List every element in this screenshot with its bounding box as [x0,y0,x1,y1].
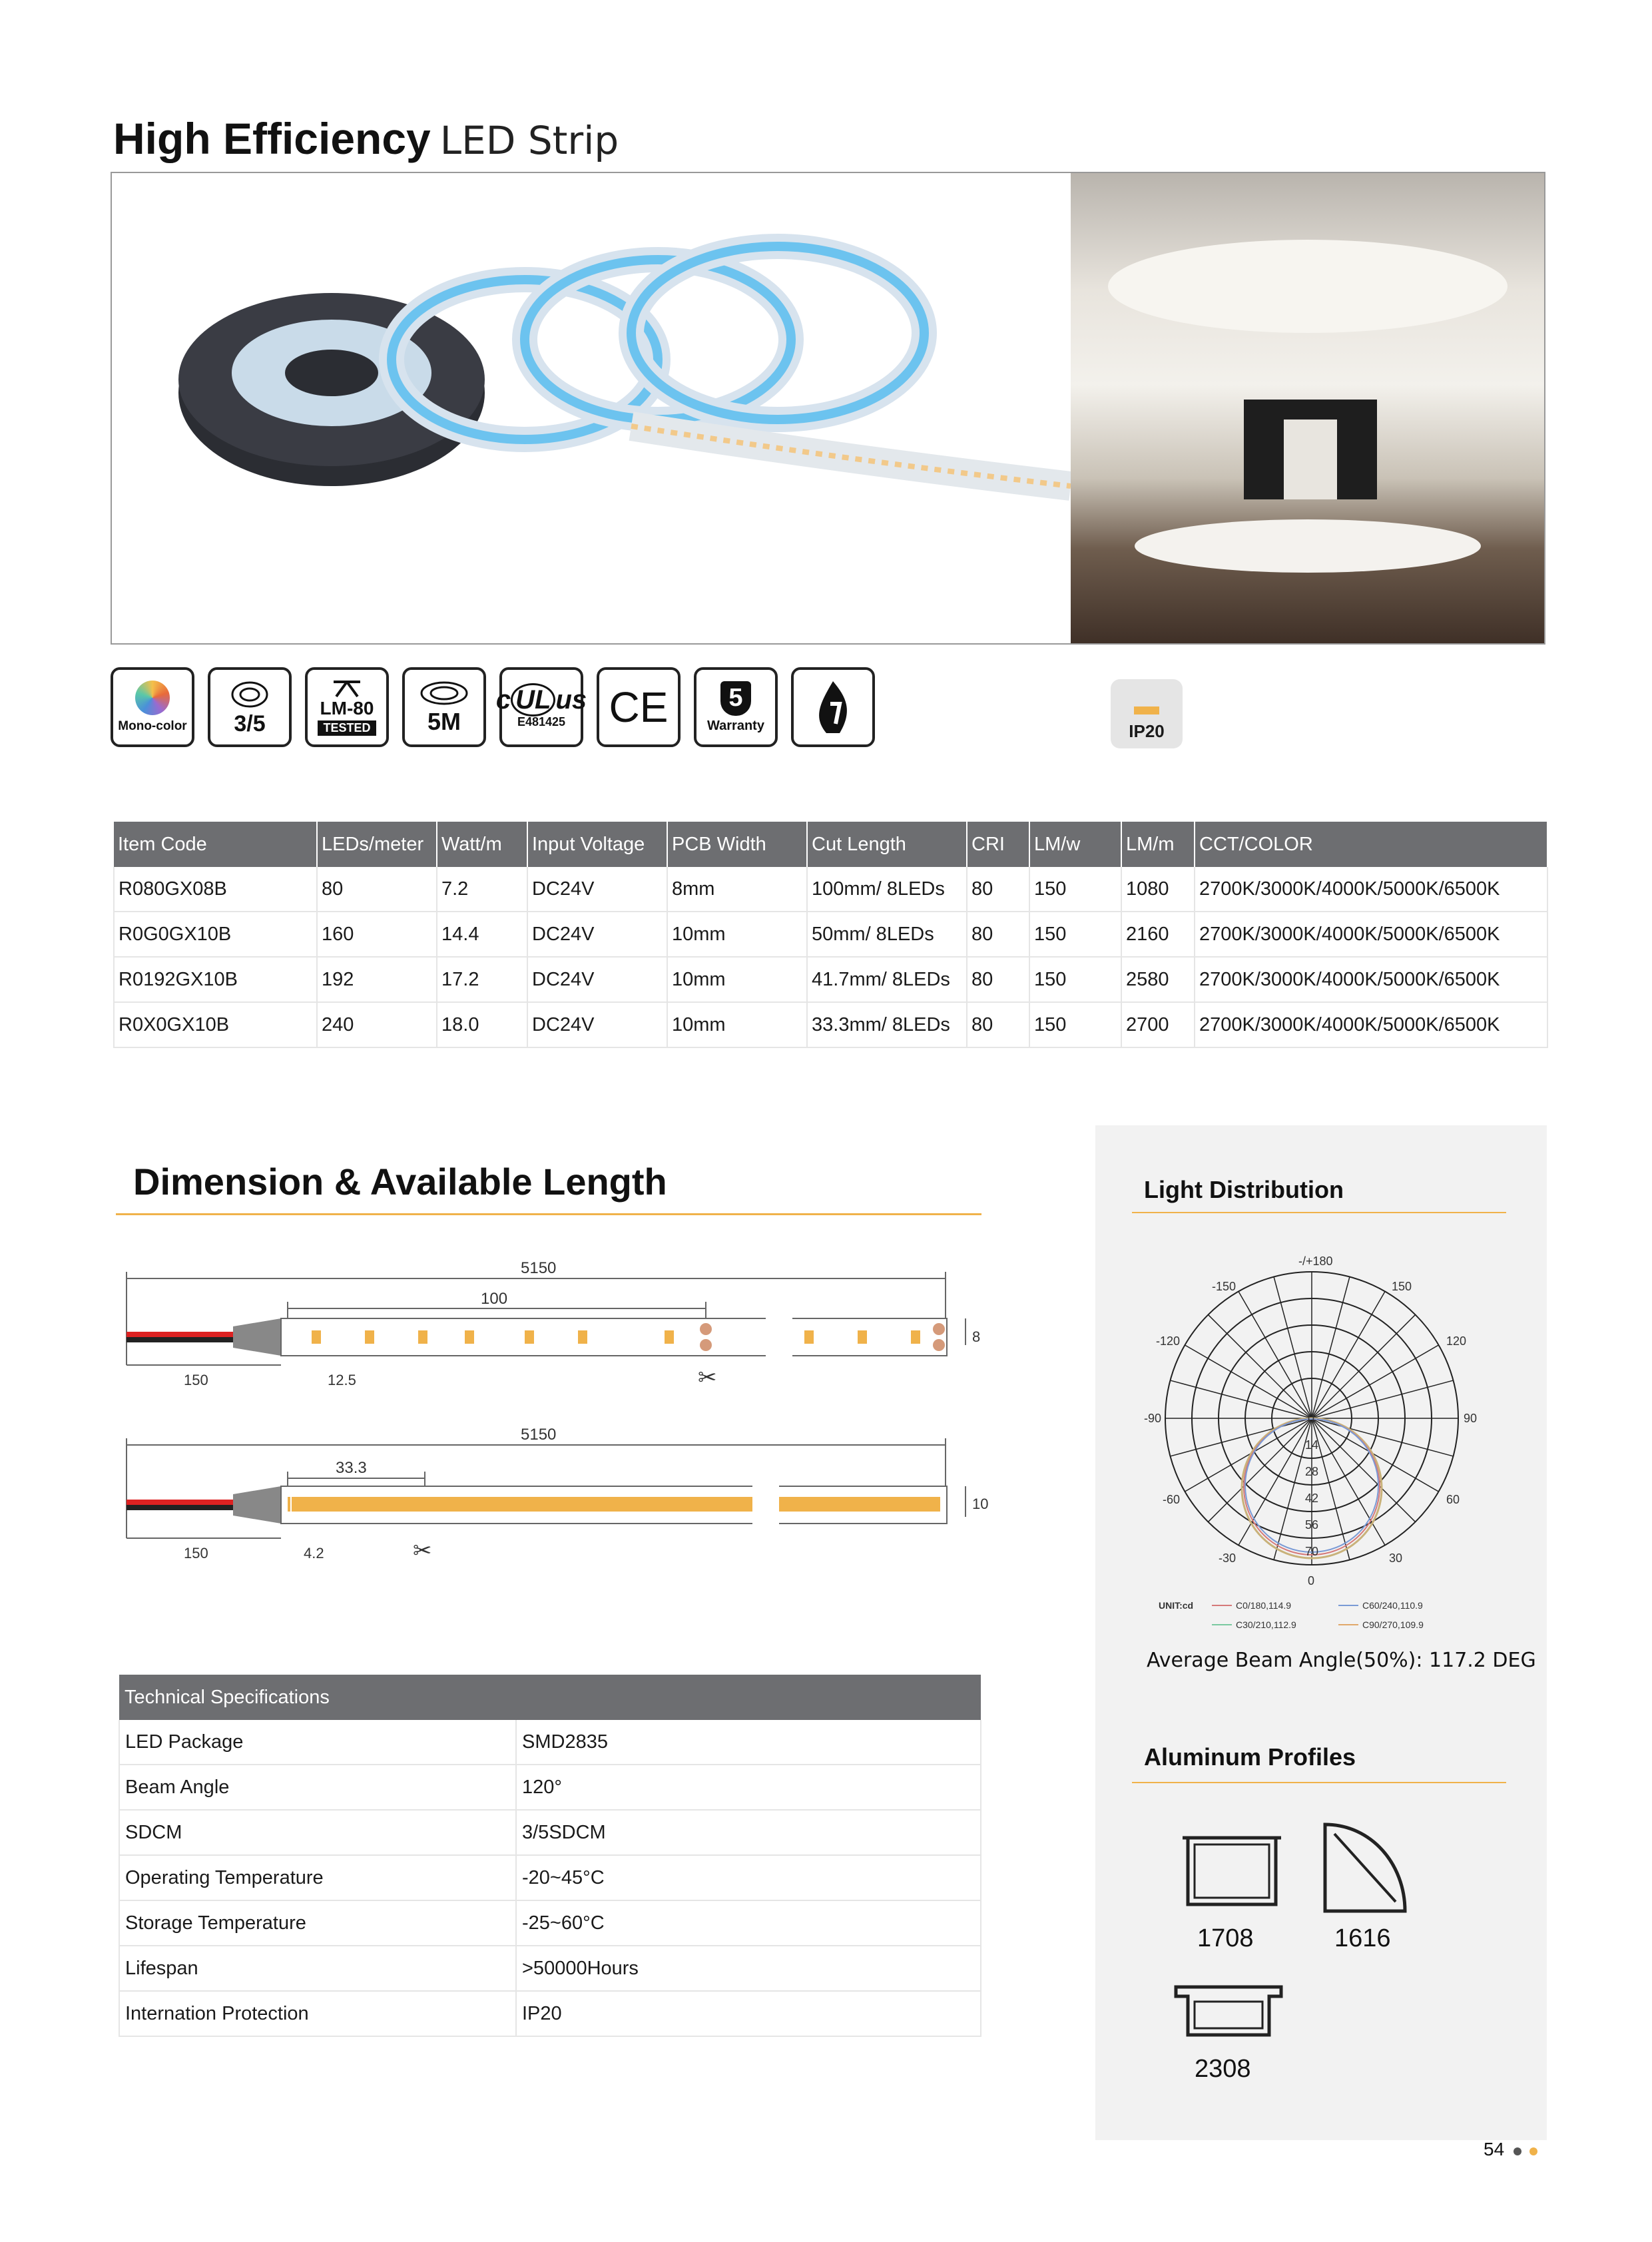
cell: DC24V [527,1002,667,1047]
cell: 17.2 [437,957,527,1002]
angle-label: -90 [1144,1412,1162,1425]
cell: 50mm/ 8LEDs [807,912,967,957]
dot-icon [1514,2147,1521,2155]
angle-label: -120 [1156,1334,1181,1348]
profile-label: 1616 [1334,1924,1391,1952]
cell: 100mm/ 8LEDs [807,867,967,912]
spec-value: -25~60°C [516,1900,981,1946]
cell: 41.7mm/ 8LEDs [807,957,967,1002]
ce-icon: CE [597,667,681,747]
cell: DC24V [527,957,667,1002]
col-header: LM/w [1029,822,1121,867]
spec-value: -20~45°C [516,1855,981,1900]
cell: 150 [1029,912,1121,957]
color-wheel-icon [135,681,170,715]
dim-lead-1: 150 [184,1372,208,1388]
col-header: LEDs/meter [317,822,437,867]
flame-rating-icon [791,667,875,747]
cell: DC24V [527,867,667,912]
col-header: Cut Length [807,822,967,867]
spec-label: Operating Temperature [119,1855,516,1900]
scissors-icon: ✂ [698,1365,717,1390]
cell: R0G0GX10B [114,912,317,957]
table-row [119,1720,981,1765]
cell: 160 [317,912,437,957]
cell: 2160 [1121,912,1195,957]
beam-angle-text: Average Beam Angle(50%): 117.2 DEG [1147,1649,1536,1672]
spec-label: LED Package [119,1720,516,1765]
cell: R0X0GX10B [114,1002,317,1047]
profile-1616-icon [1318,1818,1412,1918]
angle-label: 60 [1446,1493,1460,1506]
cell: DC24V [527,912,667,957]
col-header: Watt/m [437,822,527,867]
cell: 7.2 [437,867,527,912]
dim-pitch-1: 12.5 [328,1372,356,1388]
radial-label: 0 [1308,1412,1315,1425]
flame-icon [806,677,860,737]
ul-mark-icon: c UL us [496,685,587,715]
reel-icon [417,679,471,708]
dimension-title: Dimension & Available Length [133,1161,667,1203]
unit-label: UNIT:cd [1159,1600,1194,1611]
angle-label: 150 [1392,1280,1412,1293]
spec-value: IP20 [516,1991,981,2036]
spec-label: Beam Angle [119,1765,516,1810]
table-row [119,1946,981,1991]
table-row [119,1765,981,1810]
col-header: CCT/COLOR [1195,822,1547,867]
spec-label: Storage Temperature [119,1900,516,1946]
angle-label: -30 [1219,1551,1237,1565]
col-header: LM/m [1121,822,1195,867]
dim-cut-2: 33.3 [336,1459,367,1477]
angle-label: -/+180 [1298,1255,1333,1268]
spec-value: SMD2835 [516,1720,981,1765]
dim-width-1: 8 [972,1328,981,1345]
radial-label: 28 [1305,1465,1319,1478]
tech-specs-table [119,1675,981,2037]
spec-label: Internation Protection [119,1991,516,2036]
dimension-drawing [113,1252,999,1571]
profile-label: 2308 [1195,2055,1251,2083]
warranty-icon: 5 Warranty [694,667,778,747]
cell: 150 [1029,957,1121,1002]
radial-label: 14 [1305,1438,1319,1452]
table-row [119,1855,981,1900]
table-row [114,912,1547,957]
section-divider [1132,1212,1506,1213]
dim-total-1: 5150 [521,1259,557,1277]
cell: 80 [967,867,1029,912]
angle-label: -60 [1163,1493,1181,1506]
section-divider [1132,1782,1506,1783]
lamp-icon [327,679,367,698]
cell: 80 [967,912,1029,957]
profiles-title: Aluminum Profiles [1144,1743,1356,1771]
spec-label: SDCM [119,1810,516,1855]
spec-value: 3/5SDCM [516,1810,981,1855]
table-row [119,1810,981,1855]
cell: 10mm [667,957,807,1002]
mono-color-icon: Mono-color [111,667,194,747]
cell: 80 [967,957,1029,1002]
cell: 10mm [667,1002,807,1047]
col-header: Input Voltage [527,822,667,867]
cell: R080GX08B [114,867,317,912]
cell: 80 [317,867,437,912]
led-strip-reel-photo [112,173,1071,643]
profile-1708-icon [1179,1824,1285,1918]
profile-2308-icon [1172,1978,1285,2044]
title-light: LED Strip [439,118,619,163]
col-header: PCB Width [667,822,807,867]
cell: 8mm [667,867,807,912]
table-row [114,1002,1547,1047]
dim-lead-2: 150 [184,1545,208,1561]
cell: 2700K/3000K/4000K/5000K/6500K [1195,1002,1547,1047]
legend-item: C30/210,112.9 [1236,1619,1296,1630]
spec-label: Lifespan [119,1946,516,1991]
cell: 2700K/3000K/4000K/5000K/6500K [1195,912,1547,957]
sdcm-icon: 3/5 [208,667,292,747]
tech-specs-title: Technical Specifications [119,1675,981,1720]
scissors-icon: ✂ [413,1538,432,1563]
dim-pitch-2: 4.2 [304,1545,324,1561]
cell: 2700K/3000K/4000K/5000K/6500K [1195,867,1547,912]
light-distribution-title: Light Distribution [1144,1176,1344,1203]
profile-label: 1708 [1197,1924,1254,1952]
table-row [119,1900,981,1946]
cell: 10mm [667,912,807,957]
cell: R0192GX10B [114,957,317,1002]
dim-width-2: 10 [972,1496,989,1512]
angle-label: -150 [1212,1280,1237,1293]
angle-label: 120 [1446,1334,1467,1348]
legend-item: C0/180,114.9 [1236,1600,1292,1611]
angle-label: 30 [1389,1551,1403,1565]
cell: 33.3mm/ 8LEDs [807,1002,967,1047]
angle-label: 0 [1308,1574,1315,1587]
polar-chart [1132,1252,1505,1638]
spec-value: 120° [516,1765,981,1810]
page-number: 54 [1484,2139,1537,2160]
cell: 2580 [1121,957,1195,1002]
cell: 80 [967,1002,1029,1047]
angle-label: 90 [1464,1412,1478,1425]
table-row [114,867,1547,912]
table-row [119,1991,981,2036]
ul-icon: c UL us E481425 [499,667,583,747]
hero-image [111,172,1545,645]
legend-item: C90/270,109.9 [1362,1619,1424,1630]
reel-5m-icon: 5M [402,667,486,747]
cell: 240 [317,1002,437,1047]
page-title [113,113,619,164]
title-bold: High Efficiency [113,114,431,163]
cell: 18.0 [437,1002,527,1047]
cell: 150 [1029,1002,1121,1047]
ip-rating-icon [1134,706,1159,714]
section-divider [116,1213,981,1215]
spec-value: >50000Hours [516,1946,981,1991]
cell: 192 [317,957,437,1002]
ellipse-sdcm-icon [230,678,270,711]
table-row [114,957,1547,1002]
legend-item: C60/240,110.9 [1362,1600,1423,1611]
radial-label: 70 [1305,1545,1319,1558]
radial-label: 56 [1305,1518,1319,1532]
lm80-icon: LM-80 TESTED [305,667,389,747]
dim-cut-1: 100 [481,1290,508,1308]
col-header: CRI [967,822,1029,867]
ballroom-photo [1071,173,1545,643]
col-header: Item Code [114,822,317,867]
cell: 150 [1029,867,1121,912]
shield-icon: 5 [720,681,751,716]
spec-table-header [114,822,1547,867]
dot-icon [1529,2147,1537,2155]
cell: 2700K/3000K/4000K/5000K/6500K [1195,957,1547,1002]
cell: 2700 [1121,1002,1195,1047]
dim-total-2: 5150 [521,1426,557,1444]
radial-label: 42 [1305,1492,1319,1505]
cell: 14.4 [437,912,527,957]
ip20-badge: IP20 [1111,679,1183,748]
cell: 1080 [1121,867,1195,912]
spec-table [113,822,1548,1048]
